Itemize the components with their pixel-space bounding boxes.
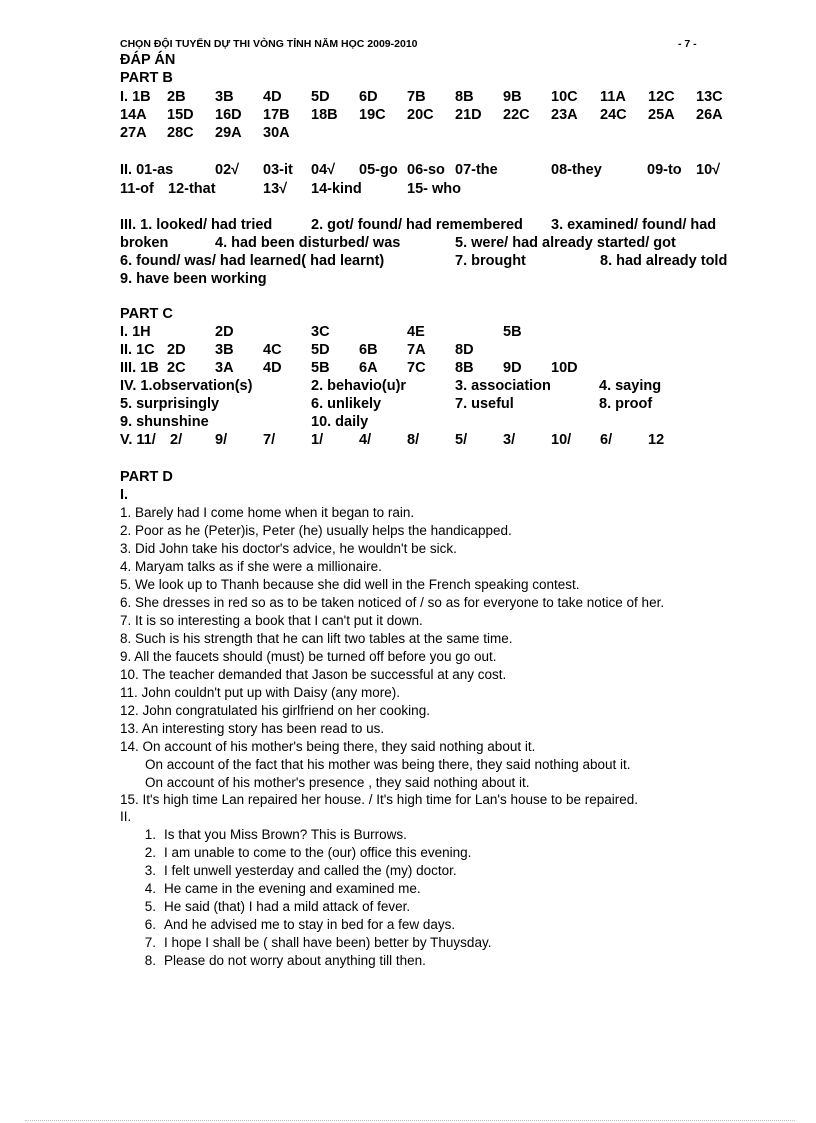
answer-item: 9. shunshine <box>120 414 209 430</box>
answer-item: 11A <box>600 89 626 105</box>
answer-item: 9D <box>503 360 522 376</box>
answer-item: 25A <box>648 107 675 123</box>
answer-item: 3/ <box>503 432 516 448</box>
list-number: 5. <box>144 899 156 914</box>
answer-item: 4C <box>263 342 282 358</box>
answer-item: 4D <box>263 360 282 376</box>
answer-item: 17B <box>263 107 290 123</box>
answer-item: 15D <box>167 107 194 123</box>
answer-item: 6. unlikely <box>311 396 382 412</box>
answer-item: 12C <box>648 89 675 105</box>
page-header <box>120 38 700 52</box>
answer-item: 11-of <box>120 181 154 197</box>
answer-item: 8B <box>455 360 474 376</box>
answer-item: 30A <box>263 125 290 141</box>
answer-item: 15- who <box>407 181 461 197</box>
answer-item: 24C <box>600 107 627 123</box>
answer-item: 13C <box>696 89 723 105</box>
sentence: 6. She dresses in red so as to be taken noticed of / so as for everyone to take notice of her. <box>120 595 665 610</box>
list-text: Is that you Miss Brown? This is Burrows. <box>164 827 407 842</box>
answer-item: 21D <box>455 107 482 123</box>
answer-item: 10C <box>551 89 578 105</box>
part-d-section-2-label: II. <box>120 809 132 824</box>
list-text: I am unable to come to the (our) office this evening. <box>164 845 472 860</box>
sentence: 9. All the faucets should (must) be turned off before you go out. <box>120 649 497 664</box>
answer-item: I. 1B <box>120 89 151 105</box>
answer-item: 10√ <box>696 162 721 178</box>
answer-item: III. 1. looked/ had tried <box>120 217 273 233</box>
part-d-heading: PART D <box>120 469 173 485</box>
sentence: 5. We look up to Thanh because she did well in the French speaking contest. <box>120 577 580 592</box>
list-number: 2. <box>144 845 156 860</box>
part-b-heading: PART B <box>120 70 173 86</box>
answer-item: 10. daily <box>311 414 369 430</box>
part-d-section-1-label: I. <box>120 487 129 503</box>
answer-item: 26A <box>696 107 723 123</box>
answer-item: 5. surprisingly <box>120 396 220 412</box>
answer-item: 4/ <box>359 432 372 448</box>
list-text: I hope I shall be ( shall have been) better by Thuysday. <box>164 935 492 950</box>
answer-item: 27A <box>120 125 147 141</box>
answer-item: 3B <box>215 89 234 105</box>
answer-item: I. 1H <box>120 324 151 340</box>
sentence: 13. An interesting story has been read to us. <box>120 721 385 736</box>
answer-item: 5/ <box>455 432 468 448</box>
part-c-heading: PART C <box>120 306 173 322</box>
answer-item: 8D <box>455 342 474 358</box>
answer-item: 5D <box>311 89 330 105</box>
answer-item: II. 1C <box>120 342 155 358</box>
answer-item: 7A <box>407 342 426 358</box>
answer-item: 4. saying <box>599 378 662 394</box>
answer-item: 28C <box>167 125 194 141</box>
list-text: Please do not worry about anything till then. <box>164 953 426 968</box>
answer-item: 7/ <box>263 432 276 448</box>
answer-item: 8B <box>455 89 474 105</box>
answer-item: IV. 1.observation(s) <box>120 378 253 394</box>
sentence: 11. John couldn't put up with Daisy (any more). <box>120 685 400 700</box>
answer-item: 03-it <box>263 162 293 178</box>
answer-item: 29A <box>215 125 242 141</box>
answer-item: 12-that <box>168 181 216 197</box>
answer-item: V. 11/ <box>120 432 156 448</box>
list-text: And he advised me to stay in bed for a few days. <box>164 917 456 932</box>
list-text: He came in the evening and examined me. <box>164 881 421 896</box>
answer-item: 6A <box>359 360 378 376</box>
answer-item: 5B <box>311 360 330 376</box>
answer-item: 3A <box>215 360 234 376</box>
answer-item: 16D <box>215 107 242 123</box>
answer-item: 3. examined/ found/ had <box>551 217 717 233</box>
answer-item: 09-to <box>647 162 682 178</box>
answer-item: 2C <box>167 360 186 376</box>
answer-item: 02√ <box>215 162 240 178</box>
sentence: 4. Maryam talks as if she were a millionaire. <box>120 559 382 574</box>
sentence: 12. John congratulated his girlfriend on her cooking. <box>120 703 430 718</box>
sentence: 3. Did John take his doctor's advice, he wouldn't be sick. <box>120 541 457 556</box>
answer-item: 2. got/ found/ had remembered <box>311 217 523 233</box>
answer-item: 9. have been working <box>120 271 267 287</box>
document-title: ĐÁP ÁN <box>120 52 176 68</box>
answer-item: 7. brought <box>455 253 526 269</box>
list-text: I felt unwell yesterday and called the (my) doctor. <box>164 863 457 878</box>
answer-item: 7C <box>407 360 426 376</box>
answer-item: III. 1B <box>120 360 159 376</box>
list-text: He said (that) I had a mild attack of fever. <box>164 899 411 914</box>
answer-item: II. 01-as <box>120 162 174 178</box>
answer-item: 20C <box>407 107 434 123</box>
answer-item: 4D <box>263 89 282 105</box>
answer-item: 9B <box>503 89 522 105</box>
answer-item: 13√ <box>263 181 288 197</box>
answer-item: 14-kind <box>311 181 362 197</box>
answer-item: 2. behavio(u)r <box>311 378 407 394</box>
answer-item: 5B <box>503 324 522 340</box>
header-title: CHỌN ĐỘI TUYỂN DỰ THI VÒNG TỈNH NĂM HỌC 2009-2010 <box>120 38 418 50</box>
sentence-alternative: On account of his mother's presence , they said nothing about it. <box>145 775 530 790</box>
answer-item: 4. had been disturbed/ was <box>215 235 401 251</box>
answer-item: 2/ <box>170 432 183 448</box>
sentence: 2. Poor as he (Peter)is, Peter (he) usually helps the handicapped. <box>120 523 512 538</box>
page-bottom-divider <box>25 1120 795 1121</box>
sentence: 1. Barely had I come home when it began to rain. <box>120 505 415 520</box>
answer-item: 08-they <box>551 162 602 178</box>
answer-item: 2D <box>215 324 234 340</box>
answer-item: 10/ <box>551 432 572 448</box>
list-number: 6. <box>144 917 156 932</box>
sentence-alternative: On account of the fact that his mother was being there, they said nothing about it. <box>145 757 631 772</box>
answer-item: 2D <box>167 342 186 358</box>
sentence: 14. On account of his mother's being there, they said nothing about it. <box>120 739 536 754</box>
answer-item: 19C <box>359 107 386 123</box>
answer-item: 1/ <box>311 432 324 448</box>
answer-item: 3C <box>311 324 330 340</box>
sentence: 10. The teacher demanded that Jason be successful at any cost. <box>120 667 507 682</box>
list-number: 7. <box>144 935 156 950</box>
answer-item: 6/ <box>600 432 613 448</box>
answer-item: 05-go <box>359 162 398 178</box>
answer-item: 6. found/ was/ had learned( had learnt) <box>120 253 385 269</box>
answer-item: 9/ <box>215 432 228 448</box>
answer-item: 7B <box>407 89 426 105</box>
answer-item: 23A <box>551 107 578 123</box>
answer-item: 12 <box>648 432 665 448</box>
answer-item: 06-so <box>407 162 445 178</box>
sentence: 7. It is so interesting a book that I can't put it down. <box>120 613 423 628</box>
list-number: 3. <box>144 863 156 878</box>
answer-item: 7. useful <box>455 396 514 412</box>
answer-item: 8. had already told <box>600 253 728 269</box>
answer-item: 5D <box>311 342 330 358</box>
answer-item: 6D <box>359 89 378 105</box>
answer-item: 18B <box>311 107 338 123</box>
answer-item: broken <box>120 235 169 251</box>
page-number: - 7 - <box>678 38 697 50</box>
answer-item: 4E <box>407 324 425 340</box>
answer-item: 5. were/ had already started/ got <box>455 235 676 251</box>
sentence: 15. It's high time Lan repaired her house. / It's high time for Lan's house to be repaired. <box>120 792 639 807</box>
answer-item: 3. association <box>455 378 551 394</box>
answer-item: 10D <box>551 360 578 376</box>
answer-item: 14A <box>120 107 147 123</box>
answer-item: 6B <box>359 342 378 358</box>
list-number: 1. <box>144 827 156 842</box>
answer-item: 22C <box>503 107 530 123</box>
list-number: 8. <box>144 953 156 968</box>
answer-item: 07-the <box>455 162 498 178</box>
answer-item: 8/ <box>407 432 420 448</box>
answer-item: 04√ <box>311 162 336 178</box>
sentence: 8. Such is his strength that he can lift two tables at the same time. <box>120 631 513 646</box>
answer-item: 3B <box>215 342 234 358</box>
list-number: 4. <box>144 881 156 896</box>
answer-item: 8. proof <box>599 396 653 412</box>
answer-item: 2B <box>167 89 186 105</box>
